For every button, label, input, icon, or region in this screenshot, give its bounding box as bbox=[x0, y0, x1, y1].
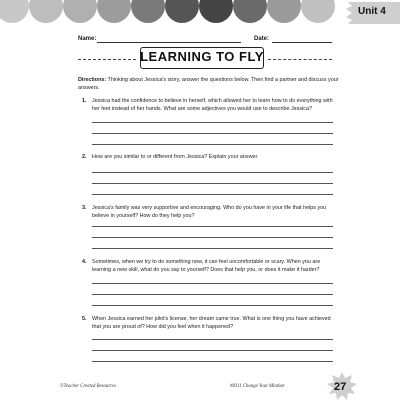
deco-circle bbox=[267, 0, 301, 23]
question-number: 5. bbox=[82, 316, 87, 322]
answer-line[interactable] bbox=[92, 133, 333, 134]
answer-line[interactable] bbox=[92, 283, 333, 284]
question-text: When Jessica earned her pilot's license, her dream came true. What is one thing you have achieved that you are proud of? How did you feel when it happened? bbox=[92, 316, 331, 330]
name-field[interactable] bbox=[97, 42, 241, 43]
title-divider-left bbox=[78, 59, 136, 60]
footer-copyright: ©Teacher Created Resources bbox=[60, 384, 117, 389]
answer-line[interactable] bbox=[92, 350, 333, 351]
footer-book-title: #8311 Change Your Mindset bbox=[230, 384, 285, 389]
unit-badge bbox=[340, 2, 400, 24]
deco-circle bbox=[233, 0, 267, 23]
deco-circle bbox=[0, 0, 29, 23]
page-number: 27 bbox=[334, 381, 347, 393]
answer-line[interactable] bbox=[92, 122, 333, 123]
answer-line[interactable] bbox=[92, 305, 333, 306]
page-number-badge bbox=[327, 372, 357, 400]
question-number: 3. bbox=[82, 205, 87, 211]
answer-line[interactable] bbox=[92, 144, 333, 145]
page-title: LEARNING TO FLY bbox=[140, 49, 264, 64]
answer-line[interactable] bbox=[92, 339, 333, 340]
deco-circle bbox=[165, 0, 199, 23]
deco-circle bbox=[63, 0, 97, 23]
answer-line[interactable] bbox=[92, 294, 333, 295]
name-label: Name: bbox=[78, 36, 97, 42]
directions-text: Thinking about Jessica's story, answer the questions below. Then find a partner and discuss your answers. bbox=[78, 77, 339, 91]
unit-label: Unit 4 bbox=[358, 6, 386, 17]
question-number: 4. bbox=[82, 259, 87, 265]
question-number: 1. bbox=[82, 98, 87, 104]
answer-line[interactable] bbox=[92, 226, 333, 227]
question-text: How are you similar to or different from Jessica? Explain your answer. bbox=[92, 154, 259, 160]
deco-circle bbox=[199, 0, 233, 23]
date-field[interactable] bbox=[272, 42, 332, 43]
question-text: Jessica's family was very supportive and encouraging. Who do you have in your life that helps you believe in yourself? How do they help you? bbox=[92, 205, 327, 219]
title-divider-right bbox=[268, 59, 332, 60]
answer-line[interactable] bbox=[92, 183, 333, 184]
date-label: Date: bbox=[254, 36, 270, 42]
answer-line[interactable] bbox=[92, 248, 333, 249]
title-banner bbox=[140, 47, 264, 71]
deco-circle bbox=[29, 0, 63, 23]
directions bbox=[78, 77, 340, 93]
question-number: 2. bbox=[82, 154, 87, 160]
question-text: Sometimes, when we try to do something new, it can feel uncomfortable or scary. When you are learning a new skill, what do you say to yourself? Does that help you, or does it make it harder? bbox=[92, 259, 321, 273]
answer-line[interactable] bbox=[92, 237, 333, 238]
question-text: Jessica had the confidence to believe in herself, which allowed her to learn how to do everything with her feet instead of her hands. What are some adjectives you would use to describe Jessica? bbox=[92, 98, 333, 112]
deco-circle bbox=[97, 0, 131, 23]
directions-label: Directions: bbox=[78, 77, 107, 83]
answer-line[interactable] bbox=[92, 194, 333, 195]
deco-circle bbox=[301, 0, 335, 23]
answer-line[interactable] bbox=[92, 361, 333, 362]
deco-circle bbox=[131, 0, 165, 23]
answer-line[interactable] bbox=[92, 172, 333, 173]
